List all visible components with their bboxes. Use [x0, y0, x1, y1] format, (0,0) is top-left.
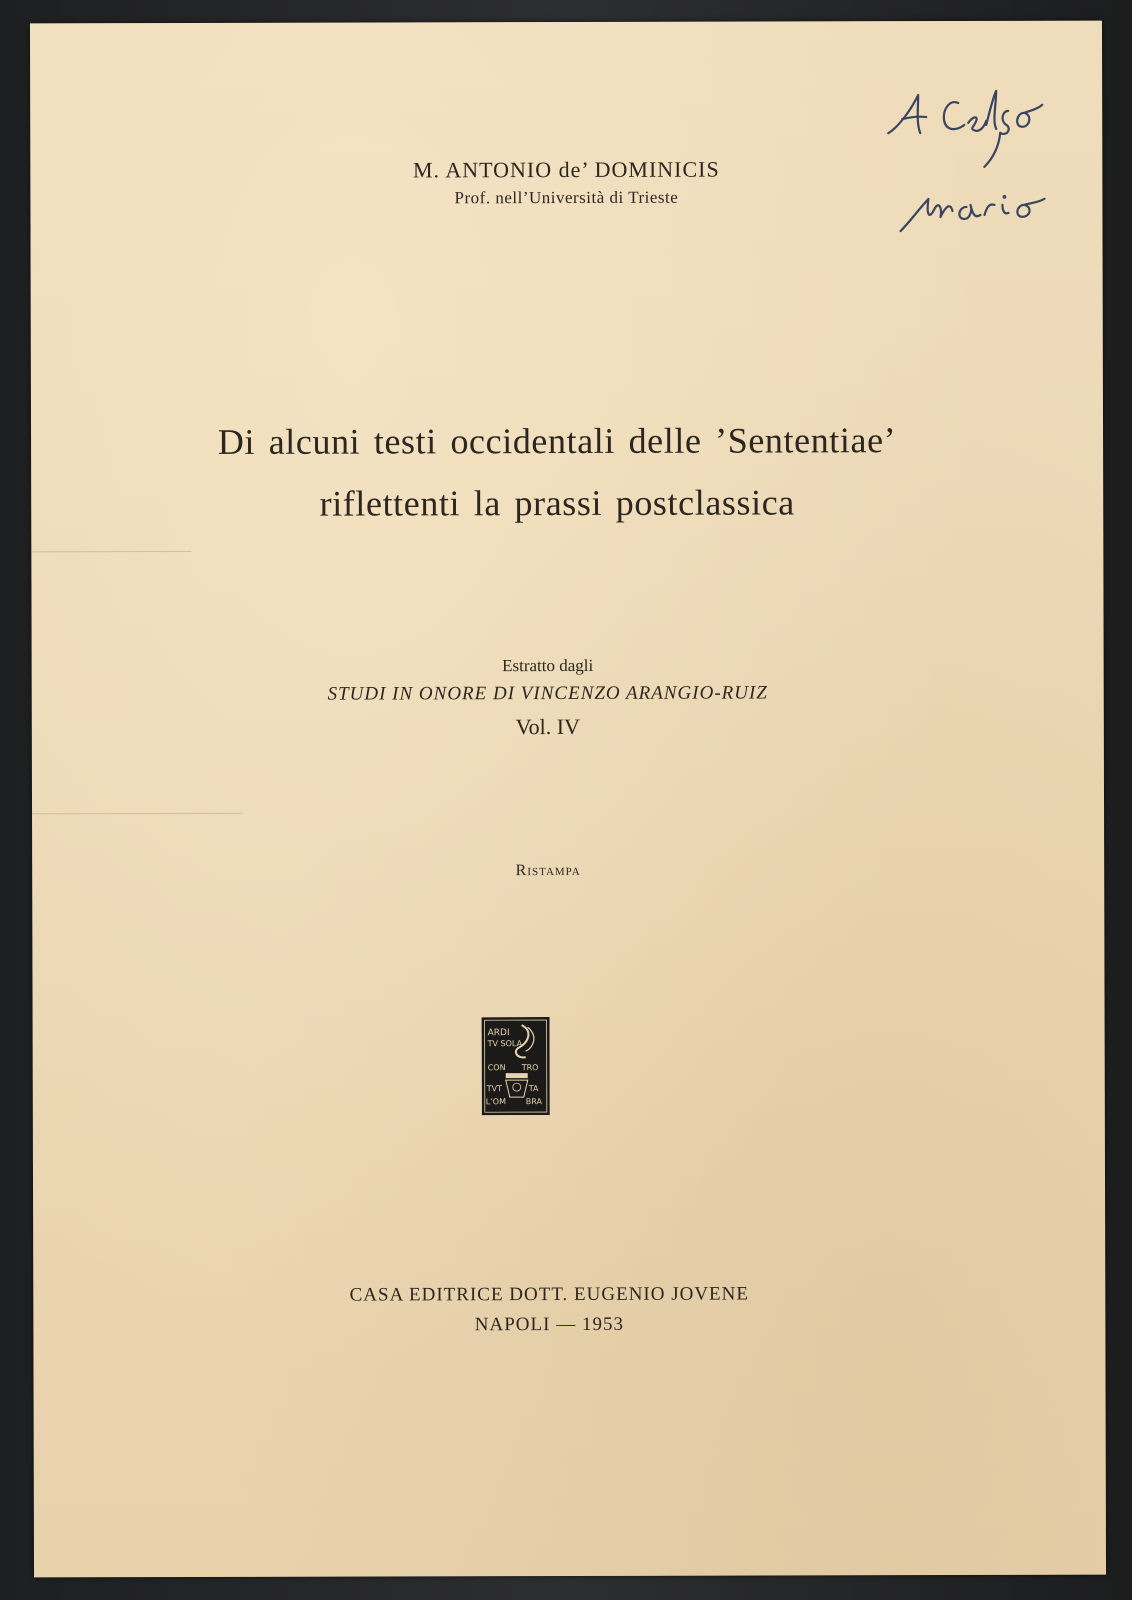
paper-crease	[32, 813, 242, 815]
volume-number: Vol. IV	[515, 713, 581, 740]
logo-text: TVT	[486, 1084, 503, 1094]
title-line-1: Di alcuni testi occidentali delle ’Sententiae’	[217, 420, 897, 462]
publisher-logo	[482, 1017, 550, 1115]
logo-text: TA	[528, 1084, 539, 1094]
extract-label: Estratto dagli	[502, 655, 594, 676]
author-name: M. ANTONIO de’ DOMINICIS	[412, 156, 720, 183]
title-line-2: riflettenti la prassi postclassica	[319, 482, 795, 524]
pamphlet-cover	[30, 21, 1106, 1578]
paper-crease	[31, 551, 191, 552]
logo-text: TRO	[521, 1063, 539, 1073]
series-title: STUDI IN ONORE DI VINCENZO ARANGIO-RUIZ	[327, 682, 768, 705]
reprint-label: Ristampa	[515, 861, 581, 880]
logo-text: CON	[487, 1063, 506, 1073]
logo-text: TV SOLA	[487, 1039, 523, 1049]
logo-text: ARDI	[487, 1028, 510, 1039]
place-and-year: NAPOLI — 1953	[474, 1313, 624, 1336]
handwritten-inscription	[880, 81, 1080, 252]
logo-text: BRA	[525, 1097, 543, 1107]
publisher-name: CASA EDITRICE DOTT. EUGENIO JOVENE	[349, 1283, 750, 1306]
author-affiliation: Prof. nell’Università di Trieste	[454, 187, 679, 208]
logo-text: L’OM	[485, 1097, 507, 1107]
